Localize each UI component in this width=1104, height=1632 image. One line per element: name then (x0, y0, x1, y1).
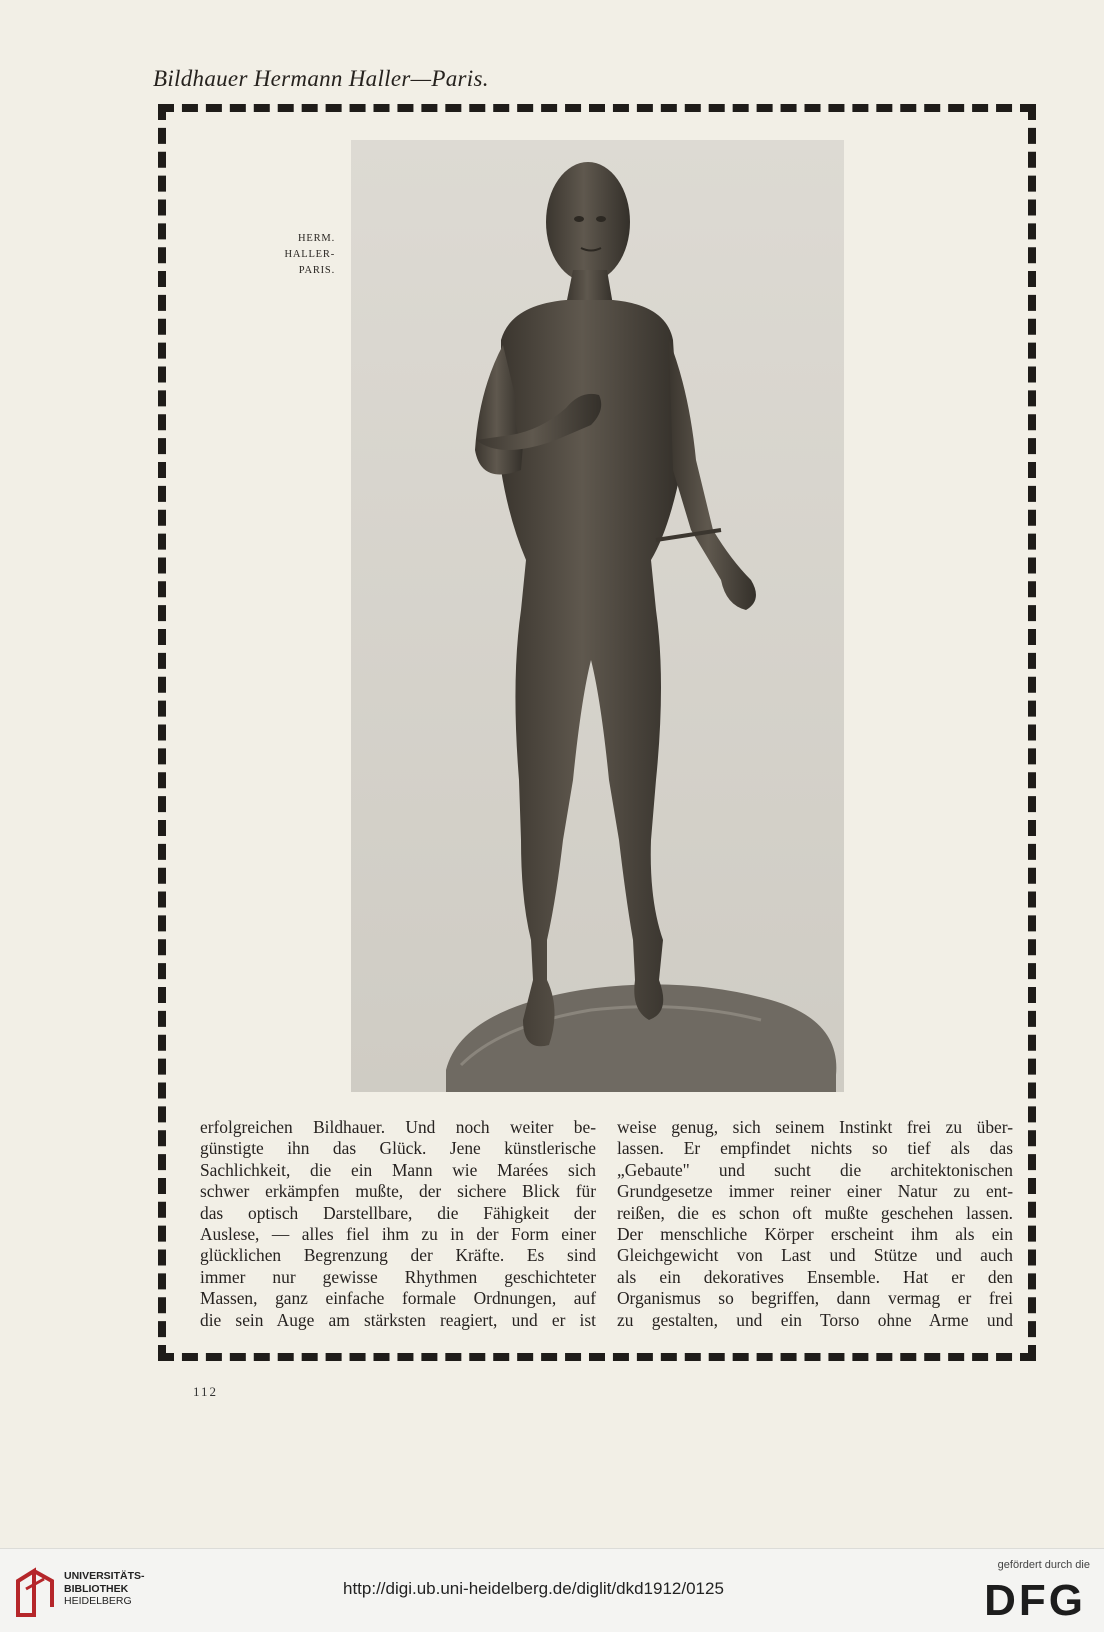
library-name[interactable] (64, 1570, 145, 1608)
text-column-left (200, 1117, 596, 1332)
dfg-logo[interactable]: DFG (984, 1576, 1086, 1625)
page-number: 112 (193, 1384, 219, 1399)
caption-line: PARIS. (298, 265, 335, 276)
text-line: Sachlichkeit, die ein Mann wie Marées sich (200, 1159, 596, 1180)
text-line: Organismus so begriffen, dann vermag er frei (617, 1288, 1013, 1309)
text-line: günstigte ihn das Glück. Jene künstlerische (200, 1138, 596, 1159)
text-column-right (617, 1117, 1013, 1332)
text-line: Der menschliche Körper erscheint ihm als ein (617, 1223, 1013, 1244)
library-line: HEIDELBERG (64, 1595, 132, 1607)
text-line: Gleichgewicht von Last und Stütze und auch (617, 1245, 1013, 1266)
text-line: weise genug, sich seinem Instinkt frei zu über- (617, 1117, 1013, 1137)
text-line: reißen, die es schon oft mußte geschehen lassen. (617, 1202, 1013, 1223)
figure-caption (250, 231, 335, 279)
text-line: immer nur gewisse Rhythmen geschichteter (200, 1266, 596, 1287)
permalink-url[interactable]: http://digi.ub.uni-heidelberg.de/diglit/dkd1912/0125 (343, 1579, 724, 1598)
sculpture-photograph (351, 140, 844, 1092)
text-line: die sein Auge am stärksten reagiert, und er ist (200, 1309, 596, 1330)
text-line: Auslese, — alles fiel ihm zu in der Form einer (200, 1223, 596, 1244)
caption-line: HERM. (298, 233, 335, 244)
text-line: Grundgesetze immer reiner einer Natur zu ent- (617, 1181, 1013, 1202)
library-line: UNIVERSITÄTS- (64, 1570, 145, 1582)
text-line: glücklichen Begrenzung der Kräfte. Es sind (200, 1245, 596, 1266)
text-line: schwer erkämpfen mußte, der sichere Blick für (200, 1181, 596, 1202)
viewer-footer (0, 1548, 1104, 1632)
funding-note: gefördert durch die (997, 1559, 1090, 1571)
text-line: als ein dekoratives Ensemble. Hat er den (617, 1266, 1013, 1287)
caption-line: HALLER- (284, 249, 335, 260)
text-line: Massen, ganz einfache formale Ordnungen, auf (200, 1288, 596, 1309)
bronze-statue-image (351, 140, 844, 1092)
text-line: erfolgreichen Bildhauer. Und noch weiter be- (200, 1117, 596, 1137)
text-line: zu gestalten, und ein Torso ohne Arme und (617, 1309, 1013, 1330)
text-line: das optisch Darstellbare, die Fähigkeit der (200, 1202, 596, 1223)
library-line: BIBLIOTHEK (64, 1582, 129, 1595)
running-head: Bildhauer Hermann Haller—Paris. (153, 66, 489, 91)
library-logo-icon[interactable] (14, 1567, 58, 1619)
text-line: „Gebaute" und sucht die architektonischen (617, 1159, 1013, 1180)
text-line: lassen. Er empfindet nichts so tief als das (617, 1138, 1013, 1159)
